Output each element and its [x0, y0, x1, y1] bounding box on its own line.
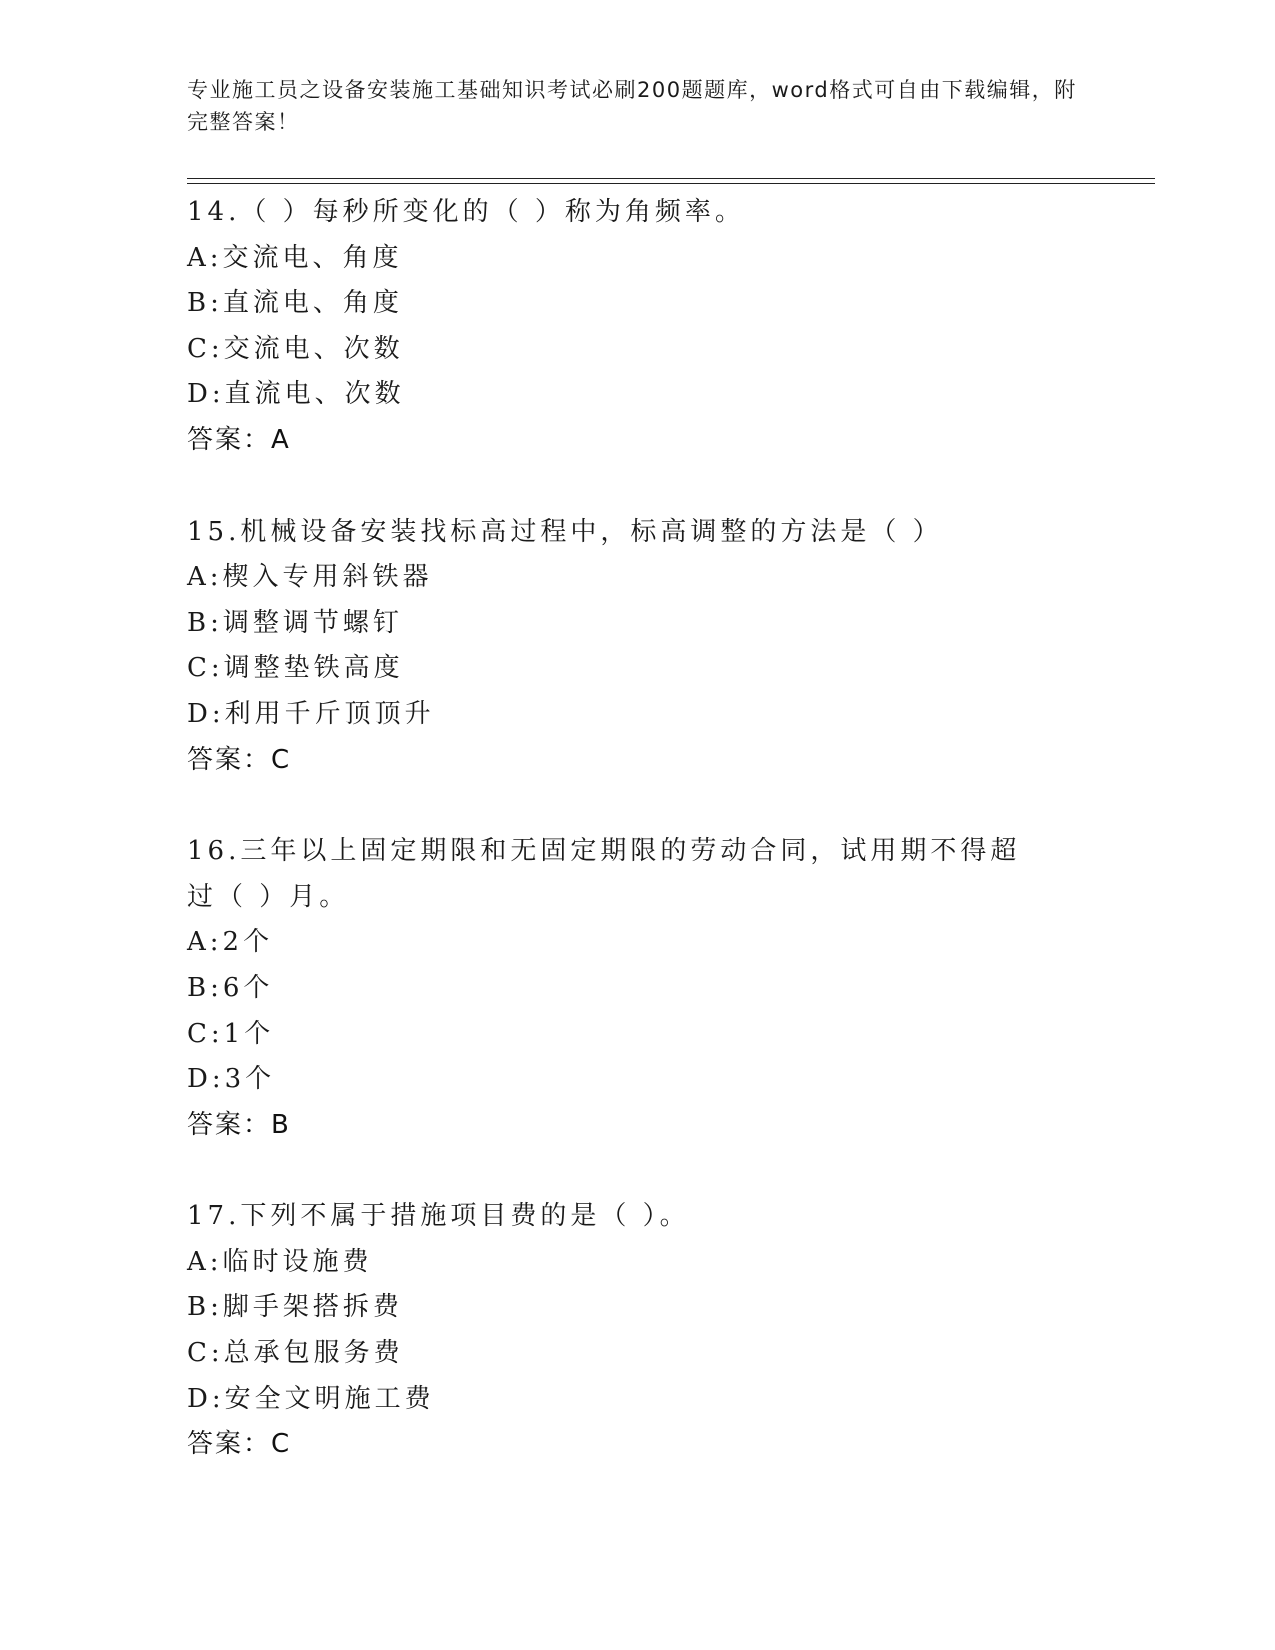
- question-list: [187, 190, 1087, 1514]
- answer-line: 答案：A: [187, 424, 291, 455]
- option-a: A:临时设施费: [187, 1246, 373, 1277]
- question-17: [187, 1194, 1087, 1468]
- option-c: C:1个: [187, 1018, 275, 1049]
- option-c: C:总承包服务费: [187, 1338, 404, 1369]
- document-title: 专业施工员之设备安装施工基础知识考试必刷200题题库，word格式可自由下载编辑，附完整答案！: [187, 78, 1077, 134]
- question-stem: 16.三年以上固定期限和无固定期限的劳动合同，试用期不得超过（ ）月。: [187, 836, 1021, 912]
- question-stem: 14.（ ）每秒所变化的（ ）称为角频率。: [187, 197, 745, 227]
- option-d: D:直流电、次数: [187, 379, 405, 410]
- option-b: B:6个: [187, 972, 274, 1003]
- option-d: D:利用千斤顶顶升: [187, 698, 435, 729]
- option-c: C:调整垫铁高度: [187, 653, 404, 684]
- question-stem: 15.机械设备安装找标高过程中，标高调整的方法是（ ）: [187, 516, 943, 547]
- question-16: [187, 829, 1087, 1148]
- option-d: D:3个: [187, 1064, 276, 1095]
- option-a: A:交流电、角度: [187, 242, 403, 273]
- answer-line: 答案：C: [187, 744, 292, 775]
- answer-line: 答案：B: [187, 1109, 291, 1140]
- title-divider-bottom: [187, 183, 1155, 184]
- question-stem: 17.下列不属于措施项目费的是（ ）。: [187, 1201, 690, 1232]
- option-d: D:安全文明施工费: [187, 1383, 435, 1414]
- option-b: B:脚手架搭拆费: [187, 1292, 403, 1323]
- answer-line: 答案：C: [187, 1429, 292, 1460]
- question-15: [187, 510, 1087, 784]
- option-c: C:交流电、次数: [187, 333, 404, 364]
- option-a: A:2个: [187, 927, 274, 958]
- question-14: [187, 190, 1087, 464]
- option-b: B:调整调节螺钉: [187, 607, 403, 638]
- option-b: B:直流电、角度: [187, 288, 403, 319]
- option-a: A:楔入专用斜铁器: [187, 562, 433, 593]
- title-divider-top: [187, 178, 1155, 179]
